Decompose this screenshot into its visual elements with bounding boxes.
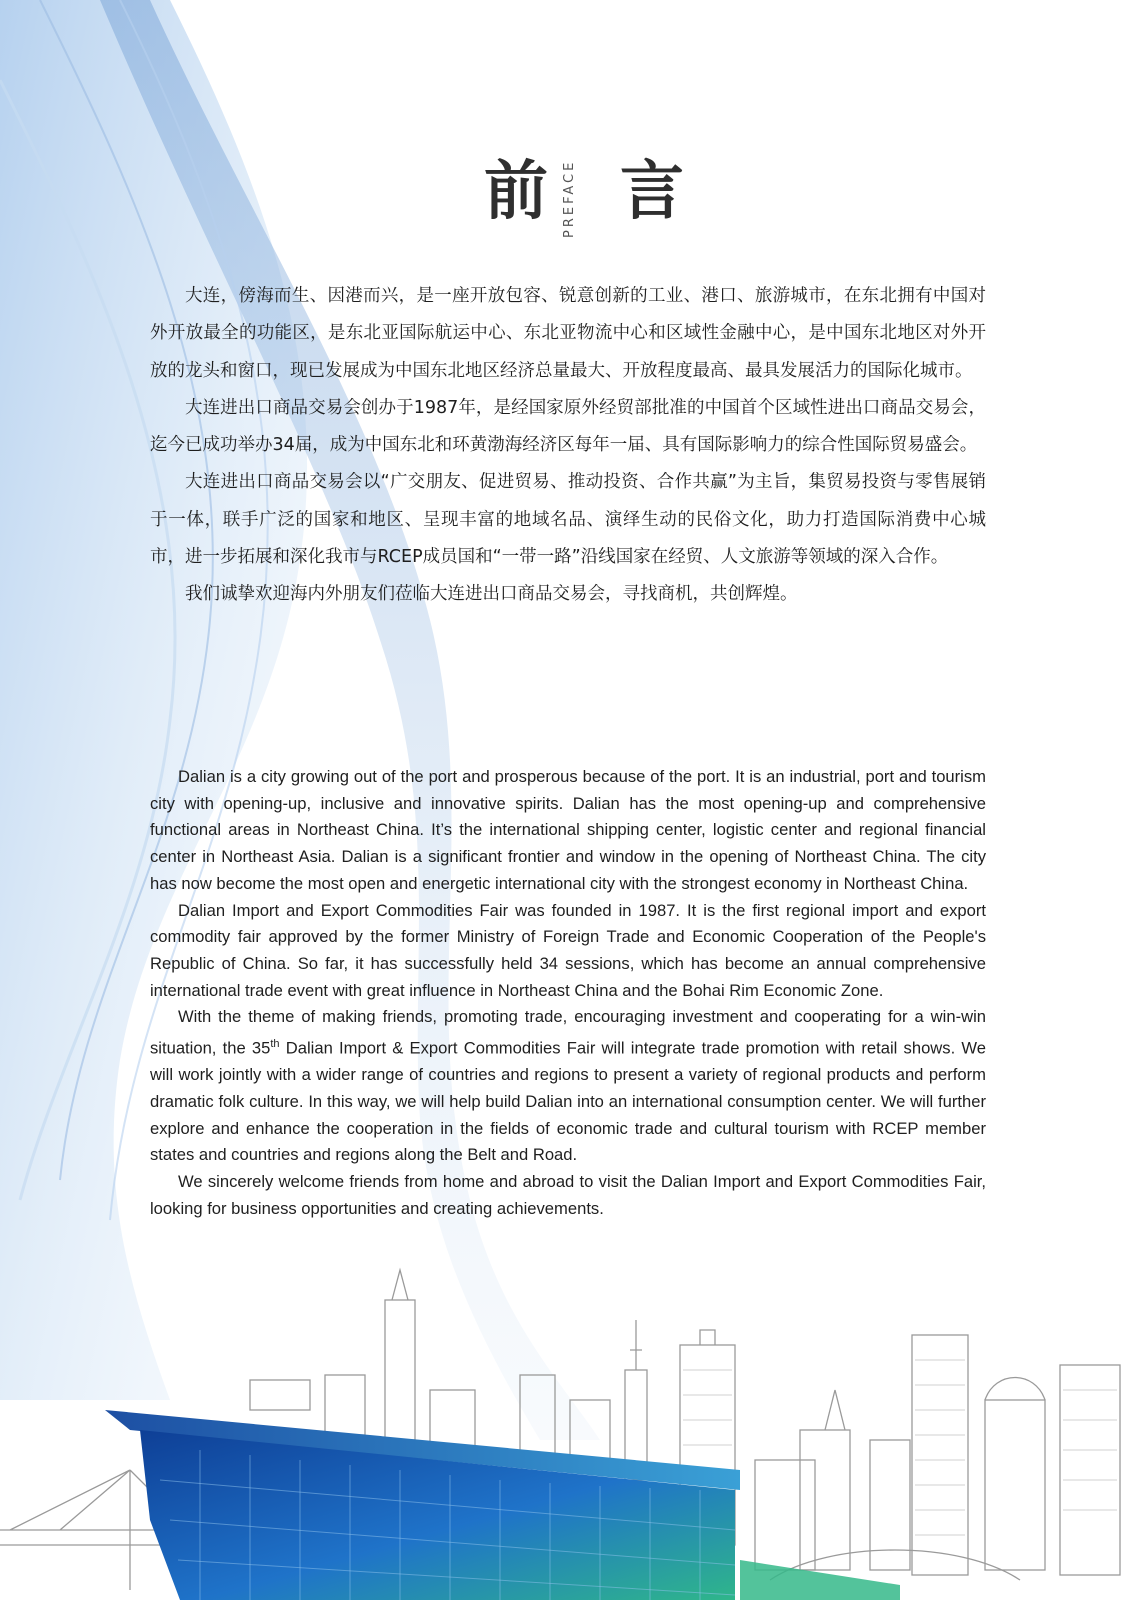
en-paragraph (150, 1004, 986, 1169)
preface-chinese-text (150, 278, 986, 614)
zh-paragraph: 我们诚挚欢迎海内外朋友们莅临大连进出口商品交易会，寻找商机，共创辉煌。 (185, 584, 798, 605)
preface-english-text (150, 764, 986, 1222)
skyline-window-lines (683, 1360, 1117, 1535)
title-char-yan: 言 (620, 154, 684, 229)
title-english: PREFACE (562, 159, 577, 238)
en-p3-end: Dalian Import & Export Commodities Fair will integrate trade promotion with retail shows. We will work jointly with a wider range of countries and regions to present a variety of regional products and perform dramatic folk culture. In this way, we will help build Dalian into an international consumption center. We will further explore and enhance the cooperation in the fields of economic trade and cultural tourism with RCEP member states and countries and regions along the Belt and Road. (150, 1038, 986, 1165)
title-char-qian: 前 (484, 154, 548, 229)
zh-paragraph: 大连，傍海而生、因港而兴，是一座开放包容、锐意创新的工业、港口、旅游城市，在东北拥有中国对外开放最全的功能区，是东北亚国际航运中心、东北亚物流中心和区域性金融中心，是中国东北地区对外开放的龙头和窗口，现已发展成为中国东北地区经济总量最大、开放程度最高、最具发展活力的国际化城市。 (150, 286, 986, 381)
en-paragraph: We sincerely welcome friends from home and abroad to visit the Dalian Import and Export Commodities Fair, looking for business opportunities and creating achievements. (150, 1172, 986, 1218)
zh-paragraph: 大连进出口商品交易会以“广交朋友、促进贸易、推动投资、合作共赢”为主旨，集贸易投资与零售展销于一体，联手广泛的国家和地区、呈现丰富的地域名品、演绎生动的民俗文化，助力打造国际消费中心城市，进一步拓展和深化我市与RCEP成员国和“一带一路”沿线国家在经贸、人文旅游等领域的深入合作。 (150, 472, 986, 568)
en-paragraph: Dalian is a city growing out of the port and prosperous because of the port. It is an industrial, port and tourism city with opening-up, inclusive and innovative spirits. Dalian has the most opening-up and comprehensive functional areas in Northeast China. It’s the international shipping center, logistic center and regional financial center in Northeast Asia. Dalian is a significant frontier and window in the opening of Northeast China. The city has now become the most open and energetic international city with the strongest economy in Northeast China. (150, 767, 986, 893)
preface-title (470, 150, 700, 250)
en-paragraph: Dalian Import and Export Commodities Fair was founded in 1987. It is the first regional import and export commodity fair approved by the former Ministry of Foreign Trade and Economic Cooperation of the People's Republic of China. So far, it has successfully held 34 sessions, which has become an annual comprehensive international trade event with great influence in Northeast China and the Bohai Rim Economic Zone. (150, 900, 986, 1000)
ordinal-suffix: th (270, 1038, 280, 1051)
zh-paragraph: 大连进出口商品交易会创办于1987年，是经国家原外经贸部批准的中国首个区域性进出口商品交易会，迄今已成功举办34届，成为中国东北和环黄渤海经济区每年一届、具有国际影响力的综合性国际贸易盛会。 (150, 397, 986, 456)
en-p3-start: With the theme of making friends, promoting trade, encouraging investment and cooperating for a win-win situation, the 35 (150, 1007, 986, 1058)
exhibition-center-building (105, 1410, 900, 1600)
